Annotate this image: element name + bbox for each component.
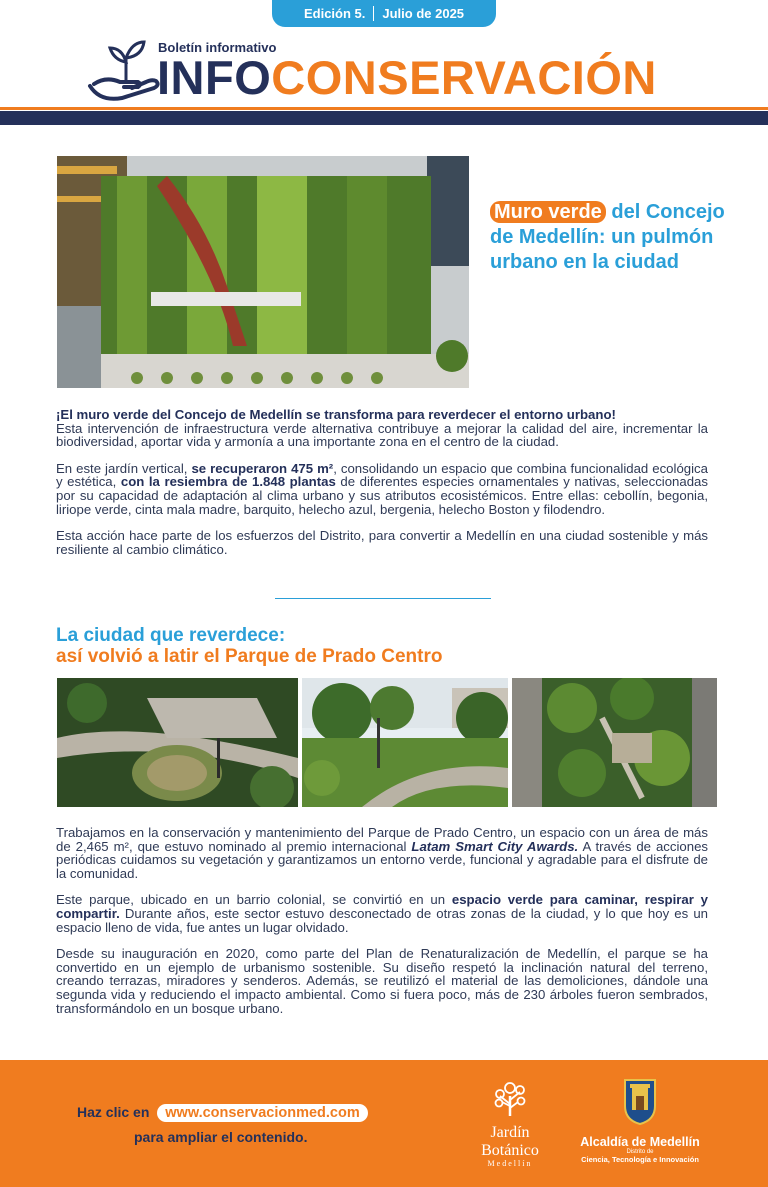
alcaldia-name: Alcaldía de Medellín [580, 1135, 700, 1149]
green-wall-photo [57, 156, 469, 388]
p2-bold-plants: con la resiembra de 1.848 plantas [120, 474, 336, 490]
section1-lead: ¡El muro verde del Concejo de Medellín se transforma para reverdecer el entorno urbano! [56, 407, 616, 422]
section1-paragraph-2 [56, 462, 708, 516]
section2-paragraph-2 [56, 893, 708, 934]
header-bar [0, 111, 768, 125]
tree-icon [490, 1078, 530, 1118]
s2p2-text-a: Este parque, ubicado en un barrio colonial, se convirtió en un [56, 892, 452, 908]
cta-prefix: Haz clic en [77, 1104, 150, 1120]
s2p1-text-c: A través de acciones periódicas cuidamos su vegetación y garantizamos un entorno verde, funcional y agradable para el disfrute de la comunidad. [56, 838, 709, 881]
edition-number: Edición 5. [303, 6, 366, 21]
section1-body [56, 408, 708, 569]
heading-highlight: Muro verde [490, 201, 606, 223]
jardin-line2: Botánico [481, 1142, 539, 1159]
alcaldia-sub1: Distrito de [626, 1149, 654, 1155]
alcaldia-sub2: Ciencia, Tecnología e Innovación [581, 1155, 699, 1164]
newsletter-subtitle: Boletín informativo [158, 40, 277, 55]
website-link[interactable]: www.conservacionmed.com [157, 1104, 367, 1122]
park-photo-2 [302, 678, 508, 807]
section1-paragraph-3: Esta acción hace parte de los esfuerzos del Distrito, para convertir a Medellín en una ciudad sostenible y más resiliente al cambio climático. [56, 528, 708, 557]
alcaldia-logo [570, 1076, 710, 1164]
section1-paragraph-1 [56, 408, 708, 449]
section1-heading [490, 200, 750, 275]
park-photo-3 [512, 678, 717, 807]
p2-text-e: de diferentes especies ornamentales y nativas, seleccionadas por su capacidad de adaptación al clima urbano y sus atributos ecosistémicos. Entre ellas: cebollín, begonia, liriope verde, cinta mala madre, barquito, helecho azul, bergenia, helecho Boston y filodendro. [56, 474, 708, 517]
section2-paragraph-3: Desde su inauguración en 2020, como parte del Plan de Renaturalización de Medellín, el parque se ha convertido en un ejemplo de urbanismo sostenible. Su diseño respetó la inclinación natural del terreno, creando terrazas, miradores y senderos. Además, se reutilizó el material de las demoliciones, dándole una segunda vida y reduciendo el impacto ambiental. Como si fuera poco, más de 230 árboles fueron sembrados, transformándolo en un bosque urbano. [56, 946, 708, 1016]
header-accent-line [0, 107, 768, 110]
jardin-line3: Medellín [487, 1159, 533, 1168]
s2p1-award: Latam Smart City Awards. [411, 838, 579, 854]
edition-badge [272, 0, 496, 27]
footer-cta-line2: para ampliar el contenido. [134, 1129, 308, 1145]
p2-text-c: , consolidando un espacio que combina funcionalidad ecológica y estética, [56, 460, 708, 490]
coat-of-arms-icon [622, 1076, 658, 1126]
newsletter-title [157, 52, 657, 104]
p2-bold-area: se recuperaron 475 m² [191, 460, 334, 476]
heading-rest: del Concejo de Medellín: un pulmón urbano en la ciudad [490, 201, 725, 273]
edition-date: Julio de 2025 [382, 6, 465, 21]
section1-p1-text: Esta intervención de infraestructura verde alternativa contribuye a mejorar la calidad del aire, incrementar la biodiversidad, aportar vida y armonía a una importante zona en el centro de la ciudad. [56, 420, 708, 450]
jardin-line1: Jardín [490, 1124, 530, 1141]
section2-heading-line1: La ciudad que reverdece: [56, 625, 286, 646]
park-photo-1 [57, 678, 298, 807]
jardin-botanico-logo [460, 1078, 560, 1168]
title-conservacion: CONSERVACIÓN [271, 51, 657, 104]
s2p2-bold: espacio verde para caminar, respirar y compartir. [56, 892, 709, 921]
p2-text-a: En este jardín vertical, [56, 460, 192, 476]
footer-cta-line1 [77, 1104, 368, 1122]
section-divider [275, 598, 491, 599]
section2-heading-line2: así volvió a latir el Parque de Prado Centro [56, 646, 443, 667]
section2-body [56, 826, 708, 1028]
title-info: INFO [157, 51, 272, 104]
section2-paragraph-1 [56, 826, 708, 880]
edition-separator [373, 6, 374, 21]
plant-hand-icon [86, 36, 166, 106]
s2p1-text-a: Trabajamos en la conservación y mantenimiento del Parque de Prado Centro, un espacio con un área de más de 2,465 m², que estuvo nominado al premio internacional [56, 825, 708, 854]
s2p2-text-c: Durante años, este sector estuvo desconectado de otras zonas de la ciudad, y lo que hoy es un espacio lleno de vida, fue antes un lugar olvidado. [56, 905, 708, 935]
